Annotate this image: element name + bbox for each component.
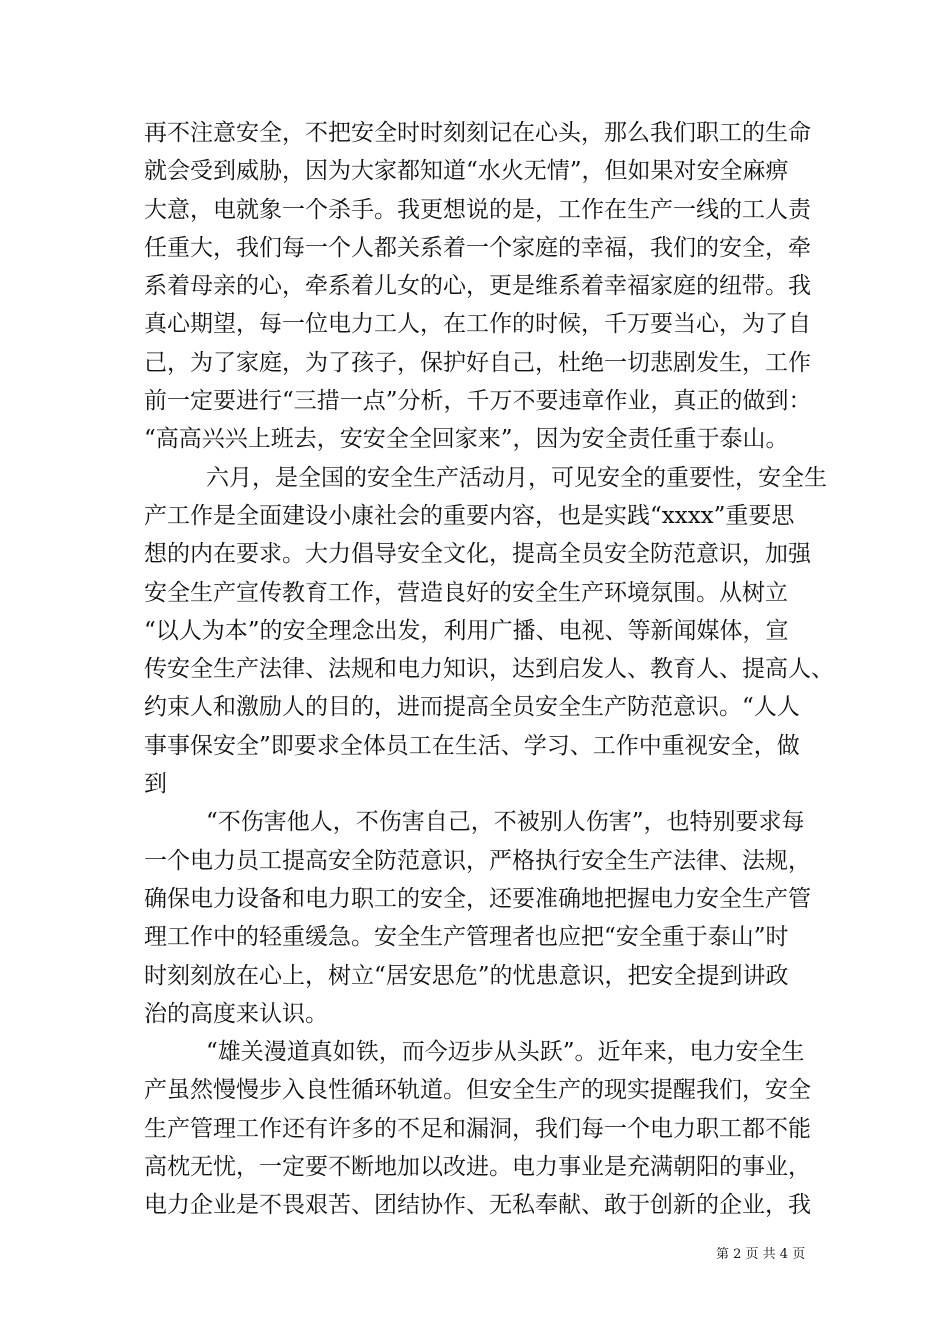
text-line: 系着母亲的心，牵系着儿女的心，更是维系着幸福家庭的纽带。我 xyxy=(144,273,811,300)
text-line: 任重大，我们每一个人都关系着一个家庭的幸福，我们的安全，牵 xyxy=(144,234,811,261)
text-line: 生产管理工作还有许多的不足和漏洞，我们每一个电力职工都不能 xyxy=(144,1115,811,1142)
text-line: 电力企业是不畏艰苦、团结协作、无私奉献、敢于创新的企业，我 xyxy=(144,1192,811,1219)
text-line: 约束人和激励人的目的，进而提高全员安全生产防范意识。“人人 xyxy=(144,694,800,721)
text-line: 前一定要进行“三措一点”分析，千万不要违章作业，真正的做到： xyxy=(144,388,812,415)
text-line: 产虽然慢慢步入良性循环轨道。但安全生产的现实提醒我们，安全 xyxy=(144,1077,811,1104)
text-line: 高枕无忧，一定要不断地加以改进。电力事业是充满朝阳的事业， xyxy=(144,1154,811,1181)
text-line: 真心期望，每一位电力工人，在工作的时候，千万要当心，为了自 xyxy=(144,311,811,338)
text-line: 时刻刻放在心上，树立“居安思危”的忧患意识，把安全提到讲政 xyxy=(144,962,789,989)
text-line: 安全生产宣传教育工作，营造良好的安全生产环境氛围。从树立 xyxy=(144,579,788,606)
text-line: 确保电力设备和电力职工的安全，还要准确地把握电力安全生产管 xyxy=(144,885,811,912)
text-line: “高高兴兴上班去，安安全全回家来”，因为安全责任重于泰山。 xyxy=(144,426,789,453)
text-line: 就会受到威胁，因为大家都知道“水火无情”，但如果对安全麻痹 xyxy=(144,158,789,185)
text-line: 再不注意安全，不把安全时时刻刻记在心头，那么我们职工的生命 xyxy=(144,120,811,146)
text-line: 己，为了家庭，为了孩子，保护好自己，杜绝一切悲剧发生，工作 xyxy=(144,349,811,376)
text-line: 六月，是全国的安全生产活动月，可见安全的重要性，安全生 xyxy=(206,464,827,491)
text-line: “雄关漫道真如铁，而今迈步从头跃”。近年来，电力安全生 xyxy=(206,1039,805,1066)
text-line: 理工作中的轻重缓急。安全生产管理者也应把“安全重于泰山”时 xyxy=(144,924,789,951)
text-line: 一个电力员工提高安全防范意识，严格执行安全生产法律、法规， xyxy=(144,847,811,874)
text-line: 治的高度来认识。 xyxy=(144,1000,328,1027)
text-line: “不伤害他人，不伤害自己，不被别人伤害”，也特别要求每 xyxy=(206,809,805,836)
text-line: 大意，电就象一个杀手。我更想说的是，工作在生产一线的工人责 xyxy=(144,196,811,223)
text-line: 想的内在要求。大力倡导安全文化，提高全员安全防范意识，加强 xyxy=(144,541,811,568)
text-line: 传安全生产法律、法规和电力知识，达到启发人、教育人、提高人、 xyxy=(144,656,834,683)
text-line: 事事保安全”即要求全体员工在生活、学习、工作中重视安全，做 xyxy=(144,732,800,759)
text-line: 到 xyxy=(144,771,167,798)
page-number: 第 2 页 共 4 页 xyxy=(716,1247,806,1262)
text-line: “以人为本”的安全理念出发，利用广播、电视、等新闻媒体，宣 xyxy=(144,617,789,644)
text-line: 产工作是全面建设小康社会的重要内容，也是实践“xxxx”重要思 xyxy=(144,502,795,529)
body-text xyxy=(144,114,834,1225)
